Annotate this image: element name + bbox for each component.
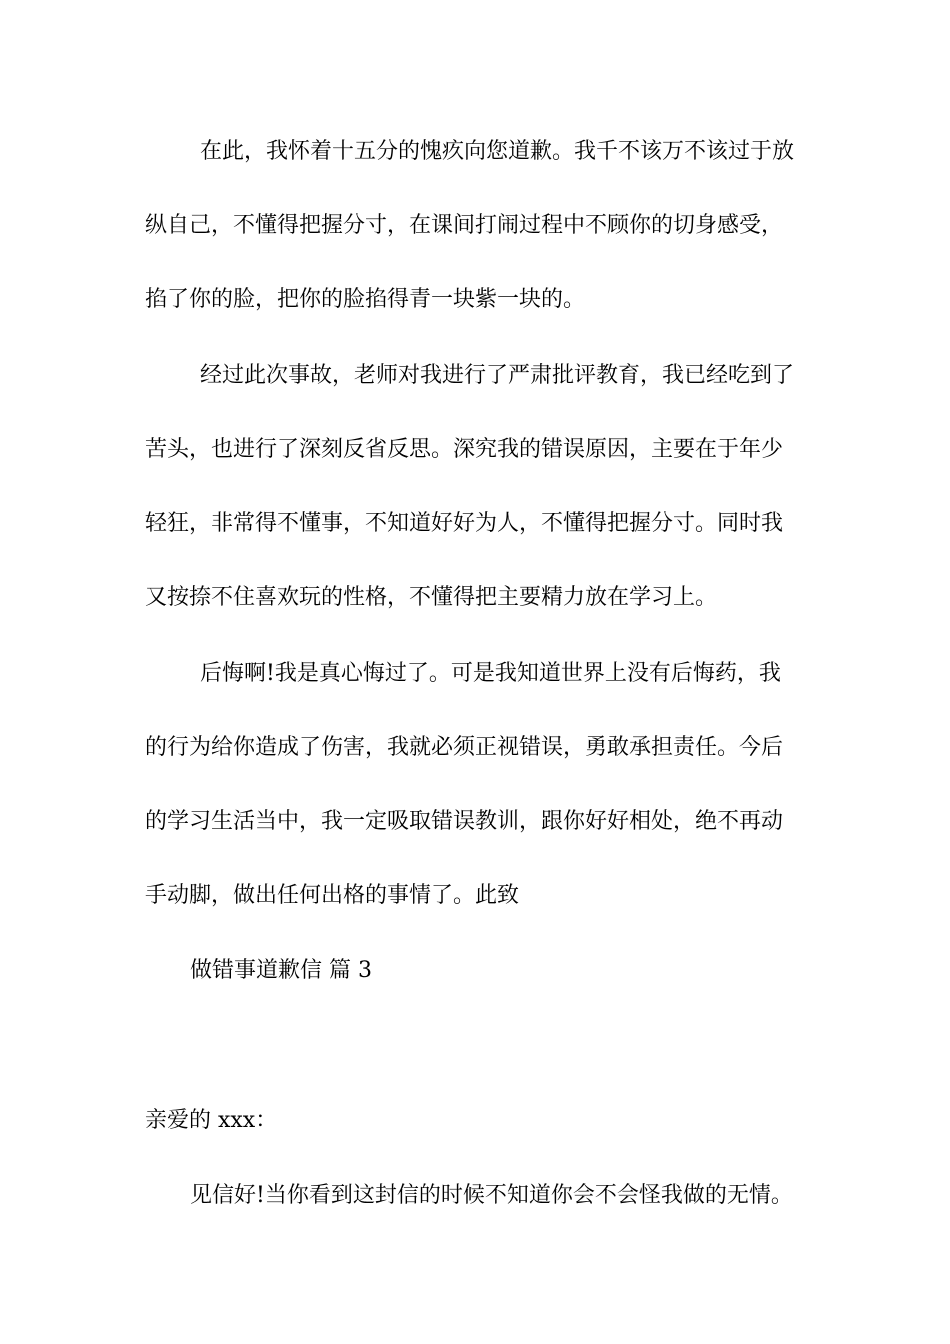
- paragraph-2-line-1: 经过此次事故，老师对我进行了严肃批评教育，我已经吃到了: [200, 363, 795, 388]
- paragraph-3-line-4: 手动脚，做出任何出格的事情了。此致: [145, 883, 520, 908]
- section-heading: 做错事道歉信 篇 3: [190, 958, 372, 983]
- paragraph-3-line-2: 的行为给你造成了伤害，我就必须正视错误，勇敢承担责任。今后: [145, 735, 784, 760]
- paragraph-1-line-2: 纵自己，不懂得把握分寸，在课间打闹过程中不顾你的切身感受，: [145, 213, 784, 238]
- paragraph-1-line-1: 在此，我怀着十五分的愧疚向您道歉。我千不该万不该过于放: [200, 139, 795, 164]
- paragraph-4-line-1: 见信好!当你看到这封信的时候不知道你会不会怪我做的无情。: [190, 1183, 793, 1208]
- paragraph-3-line-1: 后悔啊!我是真心悔过了。可是我知道世界上没有后悔药，我: [200, 661, 781, 686]
- paragraph-3-line-3: 的学习生活当中，我一定吸取错误教训，跟你好好相处，绝不再动: [145, 809, 784, 834]
- paragraph-2-line-2: 苦头，也进行了深刻反省反思。深究我的错误原因，主要在于年少: [145, 437, 784, 462]
- salutation: 亲爱的 xxx：: [145, 1108, 278, 1133]
- paragraph-2-line-3: 轻狂，非常得不懂事，不知道好好为人，不懂得把握分寸。同时我: [145, 511, 784, 536]
- paragraph-2-line-4: 又按捺不住喜欢玩的性格，不懂得把主要精力放在学习上。: [145, 585, 718, 610]
- paragraph-1-line-3: 掐了你的脸，把你的脸掐得青一块紫一块的。: [145, 287, 586, 312]
